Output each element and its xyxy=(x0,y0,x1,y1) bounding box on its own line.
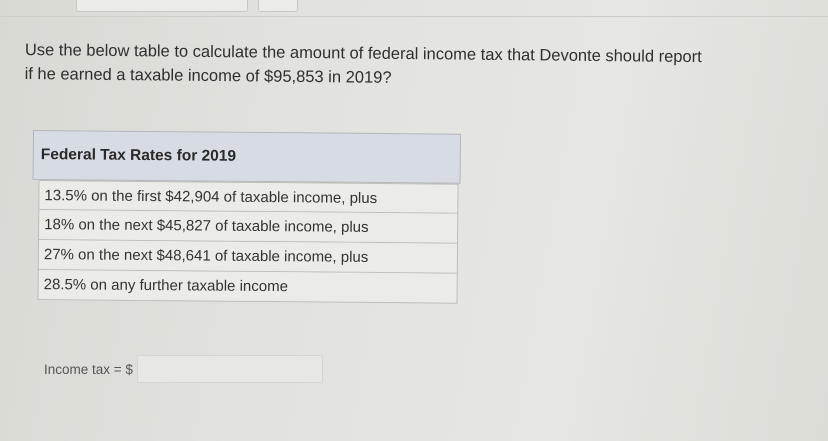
top-divider xyxy=(0,16,828,17)
question-line-1: Use the below table to calculate the amount of federal income tax that Devonte should report xyxy=(24,40,702,67)
table-row: 28.5% on any further taxable income xyxy=(38,270,458,304)
question-text xyxy=(24,38,824,94)
table-body xyxy=(38,180,459,304)
tax-rates-table xyxy=(32,130,461,304)
table-row: 13.5% on the first $42,904 of taxable income, plus xyxy=(38,180,458,214)
income-tax-input[interactable] xyxy=(137,355,323,383)
income-tax-label: Income tax = $ xyxy=(44,361,133,377)
top-toolbar-fragment xyxy=(76,0,248,12)
table-row: 27% on the next $48,641 of taxable income, plus xyxy=(38,240,458,274)
question-line-2: if he earned a taxable income of $95,853 in 2019? xyxy=(24,64,392,87)
table-row: 18% on the next $45,827 of taxable income, plus xyxy=(38,210,458,244)
table-header: Federal Tax Rates for 2019 xyxy=(33,130,461,184)
income-tax-answer xyxy=(44,355,323,383)
top-toolbar-fragment xyxy=(258,0,298,12)
